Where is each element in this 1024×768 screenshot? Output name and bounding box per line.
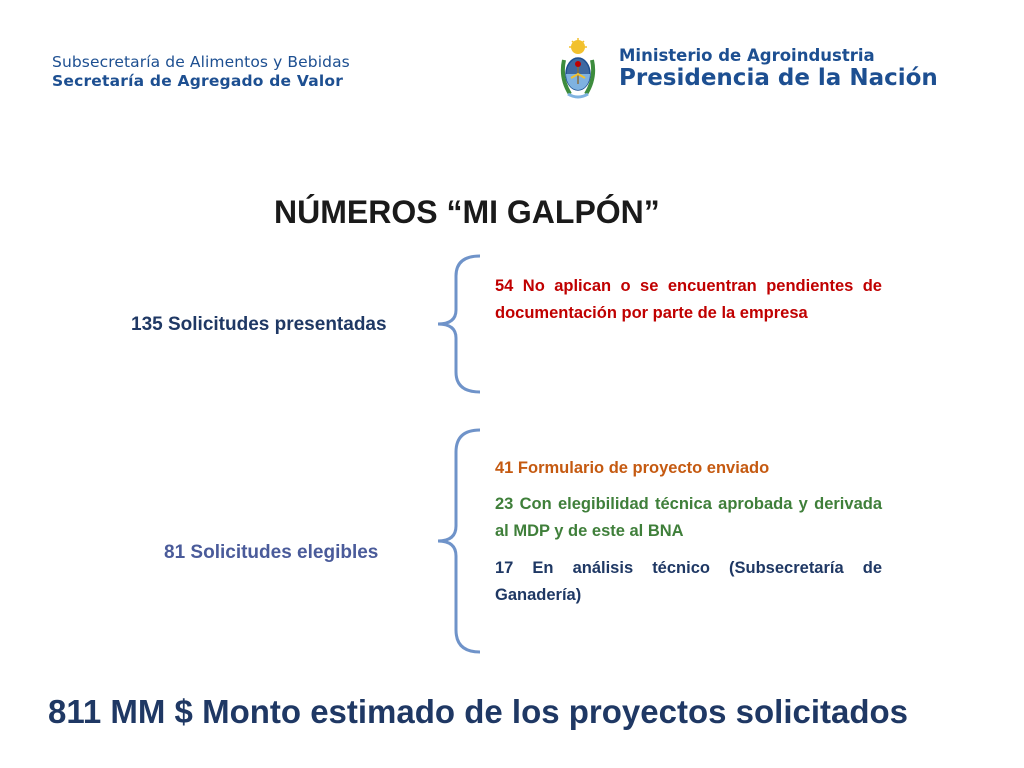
argentina-coat-of-arms-icon bbox=[558, 38, 598, 104]
group2-item-17: 17 En análisis técnico (Subsecretaría de Ganadería) bbox=[495, 559, 882, 604]
group1-item-54: 54 No aplican o se encuentran pendientes de documentación por parte de la empresa bbox=[495, 277, 882, 322]
group2-brace bbox=[436, 428, 484, 654]
group2-label: 81 Solicitudes elegibles bbox=[164, 542, 379, 563]
header-ministerio: Ministerio de Agroindustria bbox=[619, 46, 875, 65]
header-presidencia: Presidencia de la Nación bbox=[619, 65, 938, 91]
group2-item-41: 41 Formulario de proyecto enviado bbox=[495, 459, 770, 477]
group1-label: 135 Solicitudes presentadas bbox=[131, 314, 387, 335]
header-subsecretaria: Subsecretaría de Alimentos y Bebidas bbox=[52, 53, 350, 71]
group2-item-23: 23 Con elegibilidad técnica aprobada y derivada al MDP y de este al BNA bbox=[495, 495, 882, 540]
group1-brace bbox=[436, 254, 484, 394]
footer-amount: 811 MM $ Monto estimado de los proyectos solicitados bbox=[48, 693, 909, 730]
header-secretaria: Secretaría de Agregado de Valor bbox=[52, 72, 344, 90]
page-title: NÚMEROS “MI GALPÓN” bbox=[274, 194, 660, 230]
